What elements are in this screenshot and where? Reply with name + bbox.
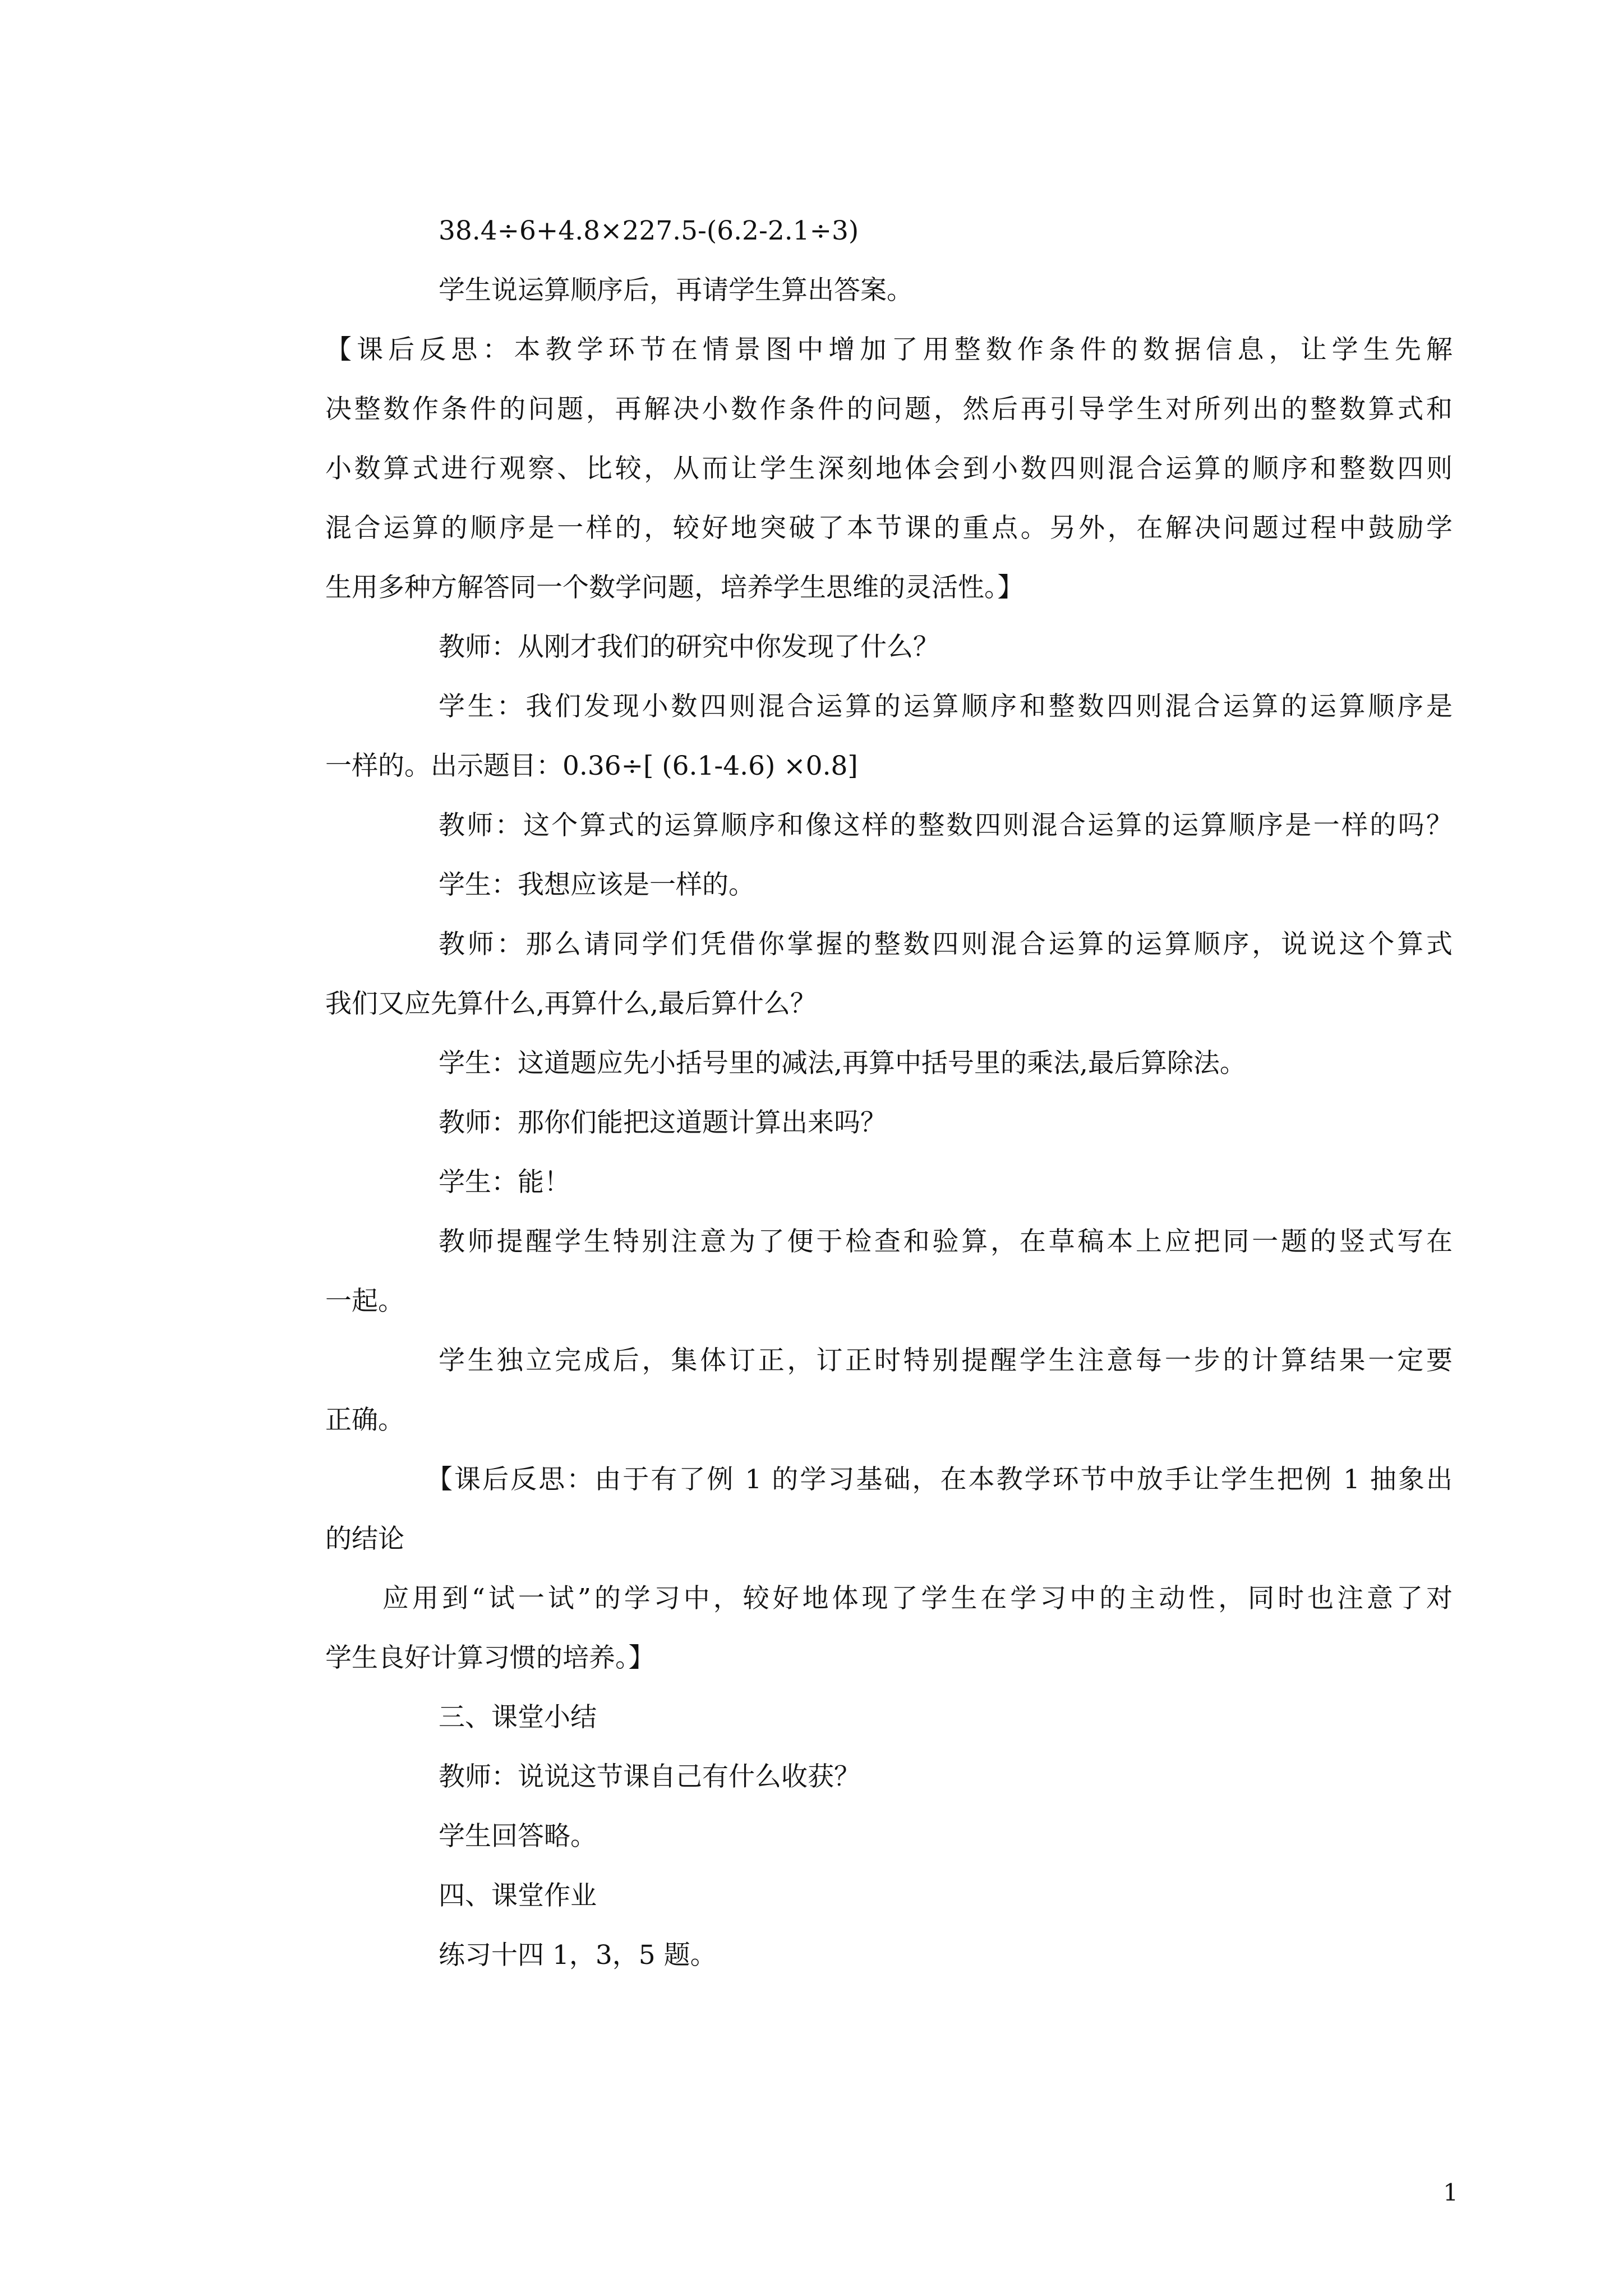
dialogue-line: 学生：我们发现小数四则混合运算的运算顺序和整数四则混合运算的运算顺序是 bbox=[439, 691, 1453, 722]
section-heading: 四、课堂作业 bbox=[439, 1880, 597, 1911]
dialogue-line: 学生：我想应该是一样的。 bbox=[439, 869, 755, 900]
dialogue-line: 教师：那你们能把这道题计算出来吗？ bbox=[439, 1107, 887, 1138]
dialogue-line: 学生：这道题应先小括号里的减法,再算中括号里的乘法,最后算除法。 bbox=[439, 1048, 1246, 1079]
reflection-note-line: 学生良好计算习惯的培养。】 bbox=[325, 1642, 655, 1673]
paragraph-line: 学生独立完成后，集体订正，订正时特别提醒学生注意每一步的计算结果一定要 bbox=[439, 1345, 1453, 1376]
reflection-note-line: 【课后反思：本教学环节在情景图中增加了用整数作条件的数据信息，让学生先解 bbox=[325, 334, 1453, 365]
reflection-note-line: 生用多种方解答同一个数学问题，培养学生思维的灵活性。】 bbox=[325, 572, 1024, 603]
reflection-note-line: 应用到“试一试”的学习中，较好地体现了学生在学习中的主动性，同时也注意了对 bbox=[382, 1583, 1453, 1614]
equation-line: 38.4÷6+4.8×227.5-(6.2-2.1÷3) bbox=[439, 215, 859, 246]
paragraph-line: 教师提醒学生特别注意为了便于检查和验算，在草稿本上应把同一题的竖式写在 bbox=[439, 1226, 1453, 1257]
dialogue-line: 教师：从刚才我们的研究中你发现了什么？ bbox=[439, 632, 939, 662]
dialogue-line: 教师：那么请同学们凭借你掌握的整数四则混合运算的运算顺序，说说这个算式 bbox=[439, 929, 1453, 960]
paragraph-line: 正确。 bbox=[325, 1405, 404, 1435]
dialogue-line: 我们又应先算什么,再算什么,最后算什么？ bbox=[325, 988, 817, 1019]
paragraph-line: 练习十四 1，3，5 题。 bbox=[439, 1940, 717, 1971]
dialogue-line: 一样的。出示题目：0.36÷[ (6.1-4.6) ×0.8] bbox=[325, 751, 858, 781]
reflection-note-line: 的结论 bbox=[325, 1524, 404, 1554]
dialogue-line: 教师：这个算式的运算顺序和像这样的整数四则混合运算的运算顺序是一样的吗？ bbox=[439, 810, 1453, 841]
reflection-note-line: 小数算式进行观察、比较，从而让学生深刻地体会到小数四则混合运算的顺序和整数四则 bbox=[325, 453, 1453, 484]
reflection-note-line: 混合运算的顺序是一样的，较好地突破了本节课的重点。另外，在解决问题过程中鼓励学 bbox=[325, 513, 1453, 544]
paragraph-line: 一起。 bbox=[325, 1286, 404, 1317]
paragraph-line: 学生说运算顺序后，再请学生算出答案。 bbox=[439, 275, 913, 306]
dialogue-line: 教师：说说这节课自己有什么收获？ bbox=[439, 1761, 860, 1792]
reflection-note-line: 【课后反思：由于有了例 1 的学习基础，在本教学环节中放手让学生把例 1 抽象出 bbox=[426, 1464, 1453, 1495]
reflection-note-line: 决整数作条件的问题，再解决小数作条件的问题，然后再引导学生对所列出的整数算式和 bbox=[325, 394, 1453, 425]
page-number: 1 bbox=[1443, 2179, 1458, 2206]
dialogue-line: 学生：能！ bbox=[439, 1167, 570, 1198]
section-heading: 三、课堂小结 bbox=[439, 1702, 597, 1733]
paragraph-line: 学生回答略。 bbox=[439, 1821, 597, 1852]
